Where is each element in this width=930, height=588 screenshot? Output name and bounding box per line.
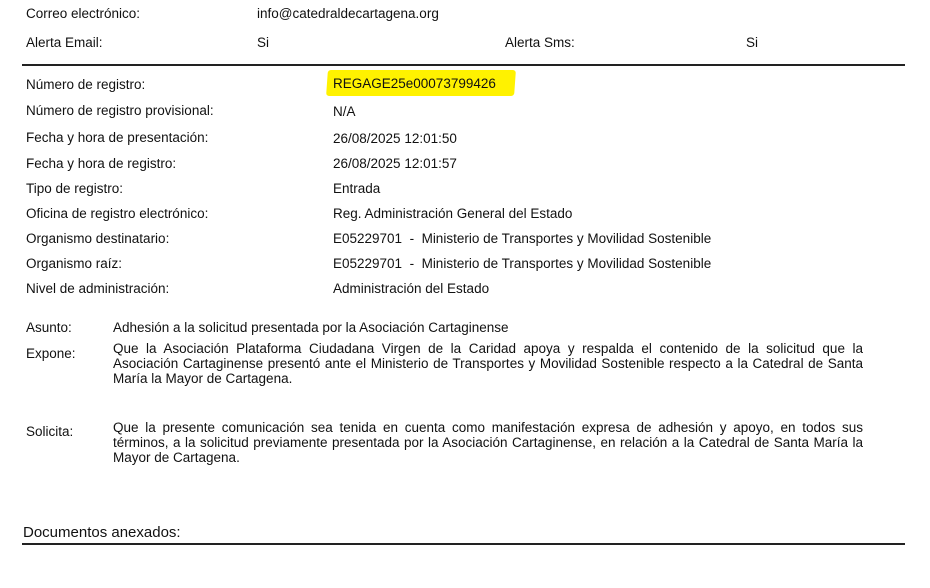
registry-value: E05229701 - Ministerio de Transportes y Movilidad Sostenible	[333, 256, 712, 271]
registry-label: Fecha y hora de presentación:	[26, 130, 209, 145]
registry-value: E05229701 - Ministerio de Transportes y Movilidad Sostenible	[333, 231, 712, 246]
email-value: info@catedraldecartagena.org	[257, 6, 439, 21]
alert-email-label: Alerta Email:	[26, 35, 103, 50]
solicita-label: Solicita:	[26, 424, 74, 439]
registry-label: Nivel de administración:	[26, 281, 170, 296]
expone-label: Expone:	[26, 346, 76, 361]
alert-sms-label: Alerta Sms:	[505, 35, 575, 50]
section-divider-bottom	[22, 543, 905, 545]
section-divider-top	[22, 64, 905, 66]
registry-value: Reg. Administración General del Estado	[333, 206, 573, 221]
registry-label: Tipo de registro:	[26, 181, 124, 196]
registry-label: Número de registro provisional:	[26, 103, 214, 118]
registry-value: 26/08/2025 12:01:50	[333, 131, 457, 146]
documents-heading: Documentos anexados:	[23, 524, 181, 541]
registry-value: Administración del Estado	[333, 281, 490, 296]
solicita-text: Que la presente comunicación sea tenida en cuenta como manifestación expresa de adhesión y apoyo, en todos sus términos, a la solicitud previamente presentada por la Asociación Cartaginense, en relación a la Catedral de Santa María la Mayor de Cartagena.	[113, 420, 863, 465]
registry-label: Oficina de registro electrónico:	[26, 206, 209, 221]
asunto-label: Asunto:	[26, 320, 72, 335]
registry-label: Número de registro:	[26, 77, 146, 92]
registry-label: Organismo raíz:	[26, 256, 123, 271]
alert-email-value: Si	[257, 35, 270, 50]
alert-sms-value: Si	[746, 35, 759, 50]
registry-value: N/A	[333, 104, 356, 119]
registry-value: 26/08/2025 12:01:57	[333, 156, 457, 171]
registry-label: Fecha y hora de registro:	[26, 156, 177, 171]
registry-label: Organismo destinatario:	[26, 231, 170, 246]
registry-value: Entrada	[333, 181, 381, 196]
registry-number-value: REGAGE25e00073799426	[333, 76, 496, 91]
expone-text: Que la Asociación Plataforma Ciudadana Virgen de la Caridad apoya y respalda el contenido de la solicitud que la Asociación Cartaginense presentó ante el Ministerio de Transportes y Movilidad Sostenible respecto a la Catedral de Santa María la Mayor de Cartagena.	[113, 341, 863, 386]
email-label: Correo electrónico:	[26, 6, 141, 21]
asunto-text: Adhesión a la solicitud presentada por la Asociación Cartaginense	[113, 320, 509, 335]
